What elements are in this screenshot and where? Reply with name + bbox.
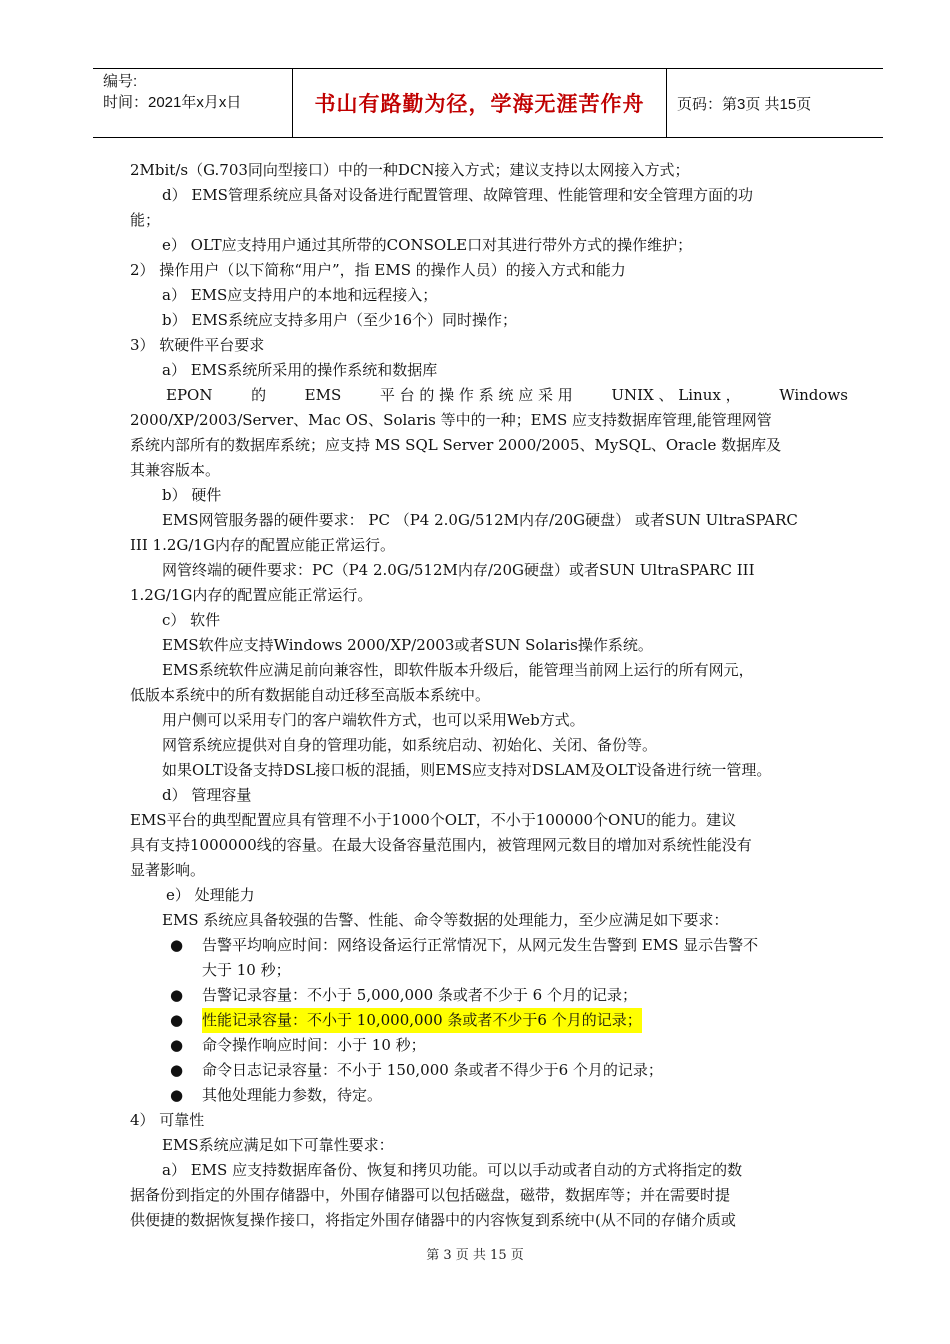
text-line: 网管系统应提供对自身的管理功能，如系统启动、初始化、关闭、备份等。 — [162, 736, 658, 754]
section-heading: 2） 操作用户（以下简称“用户”，指 EMS 的操作人员）的接入方式和能力 — [130, 261, 626, 279]
list-item-text: 告警记录容量：不小于 5,000,000 条或者不少于 6 个月的记录； — [202, 986, 637, 1004]
text-line: 1.2G/1G内存的配置应能正常运行。 — [130, 586, 373, 604]
list-item — [130, 933, 848, 983]
text-line: 其兼容版本。 — [130, 461, 221, 479]
text-line: a） EMS系统所采用的操作系统和数据库 — [162, 361, 438, 379]
text-line: b） 硬件 — [162, 486, 222, 504]
text-line: a） EMS 应支持数据库备份、恢复和拷贝功能。可以以手动或者自动的方式将指定的数 — [162, 1161, 743, 1179]
text-line: 如果OLT设备支持DSL接口板的混插，则EMS应支持对DSLAM及OLT设备进行统一管理。 — [162, 761, 772, 779]
text-line: b） EMS系统应支持多用户（至少16个）同时操作； — [162, 311, 518, 329]
text-fragment: 平 台 的 操 作 系 统 应 采 用 — [379, 386, 573, 404]
bullet-icon: ● — [170, 1086, 184, 1104]
text-line: EMS软件应支持Windows 2000/XP/2003或者SUN Solaris操作系统。 — [162, 636, 653, 654]
section-heading: 4） 可靠性 — [130, 1111, 205, 1129]
text-line: 能； — [130, 211, 161, 229]
bullet-icon: ● — [170, 986, 184, 1004]
text-fragment: UNIX 、 Linux ， — [611, 386, 741, 404]
text-line: 低版本系统中的所有数据能自动迁移至高版本系统中。 — [130, 686, 491, 704]
bullet-icon: ● — [170, 1011, 184, 1029]
text-fragment: EPON — [166, 386, 213, 404]
text-line: EMS 系统应具备较强的告警、性能、命令等数据的处理能力，至少应满足如下要求： — [162, 911, 729, 929]
header-motto: 书山有路勤为径，学海无涯苦作舟 — [293, 69, 667, 137]
text-line: 2Mbit/s（G.703同向型接口）中的一种DCN接入方式；建议支持以太网接入方式； — [130, 161, 690, 179]
highlighted-list-item-text: 性能记录容量：不小于 10,000,000 条或者不少于6 个月的记录； — [202, 1008, 642, 1033]
text-line: 据备份到指定的外围存储器中，外围存储器可以包括磁盘，磁带，数据库等；并在需要时提 — [130, 1186, 731, 1204]
document-body — [130, 158, 848, 1233]
text-line: a） EMS应支持用户的本地和远程接入； — [162, 286, 438, 304]
text-line: e） 处理能力 — [166, 886, 255, 904]
text-line: EMS系统应满足如下可靠性要求： — [162, 1136, 394, 1154]
list-item-text: 命令操作响应时间：小于 10 秒； — [202, 1036, 426, 1054]
list-item-text: 告警平均响应时间：网络设备运行正常情况下，从网元发生告警到 EMS 显示告警不 — [202, 936, 759, 954]
text-fragment: EMS — [304, 386, 342, 404]
text-line: 供便捷的数据恢复操作接口，将指定外围存储器中的内容恢复到系统中(从不同的存储介质或 — [130, 1211, 736, 1229]
text-line: 网管终端的硬件要求：PC（P4 2.0G/512M内存/20G硬盘）或者SUN UltraSPARC III — [162, 561, 755, 579]
text-line: c） 软件 — [162, 611, 221, 629]
text-fragment: 的 — [251, 386, 267, 404]
text-line: e） OLT应支持用户通过其所带的CONSOLE口对其进行带外方式的操作维护； — [162, 236, 693, 254]
text-line: EMS系统软件应满足前向兼容性，即软件版本升级后，能管理当前网上运行的所有网元， — [162, 661, 754, 679]
text-line: EMS网管服务器的硬件要求： PC （P4 2.0G/512M内存/20G硬盘） 或者SUN UltraSPARC — [162, 511, 798, 529]
list-item — [130, 983, 848, 1008]
text-line: 用户侧可以采用专门的客户端软件方式，也可以采用Web方式。 — [162, 711, 585, 729]
text-line: 显著影响。 — [130, 861, 206, 879]
bullet-icon: ● — [170, 1036, 184, 1054]
bullet-icon: ● — [170, 936, 184, 954]
text-line: d） EMS管理系统应具备对设备进行配置管理、故障管理、性能管理和安全管理方面的功 — [162, 186, 753, 204]
doc-time-label: 时间：2021年x月x日 — [103, 94, 242, 111]
bullet-icon: ● — [170, 1061, 184, 1079]
list-item — [130, 1083, 848, 1108]
text-line: 具有支持1000000线的容量。在最大设备容量范围内，被管理网元数目的增加对系统性能没有 — [130, 836, 752, 854]
page-header — [93, 68, 883, 138]
justified-line — [130, 383, 848, 408]
text-line: EMS平台的典型配置应具有管理不小于1000个OLT，不小于100000个ONU的能力。建议 — [130, 811, 737, 829]
text-fragment: Windows — [779, 386, 848, 404]
section-heading: 3） 软硬件平台要求 — [130, 336, 265, 354]
header-meta — [93, 69, 293, 137]
list-item-text: 大于 10 秒； — [202, 961, 291, 979]
page-footer: 第 3 页 共 15 页 — [426, 1248, 524, 1263]
list-item — [130, 1058, 848, 1083]
text-line: 系统内部所有的数据库系统；应支持 MS SQL Server 2000/2005、MySQL、Oracle 数据库及 — [130, 436, 782, 454]
list-item — [130, 1008, 848, 1033]
list-item-text: 其他处理能力参数，待定。 — [202, 1086, 383, 1104]
doc-number-label: 编号: — [103, 73, 138, 90]
header-page-number: 页码：第3页 共15页 — [677, 95, 812, 113]
text-line: III 1.2G/1G内存的配置应能正常运行。 — [130, 536, 395, 554]
list-item — [130, 1033, 848, 1058]
text-line: 2000/XP/2003/Server、Mac OS、Solaris 等中的一种；EMS 应支持数据库管理,能管理网管 — [130, 411, 772, 429]
list-item-text: 命令日志记录容量：不小于 150,000 条或者不得少于6 个月的记录； — [202, 1061, 663, 1079]
text-line: d） 管理容量 — [162, 786, 252, 804]
